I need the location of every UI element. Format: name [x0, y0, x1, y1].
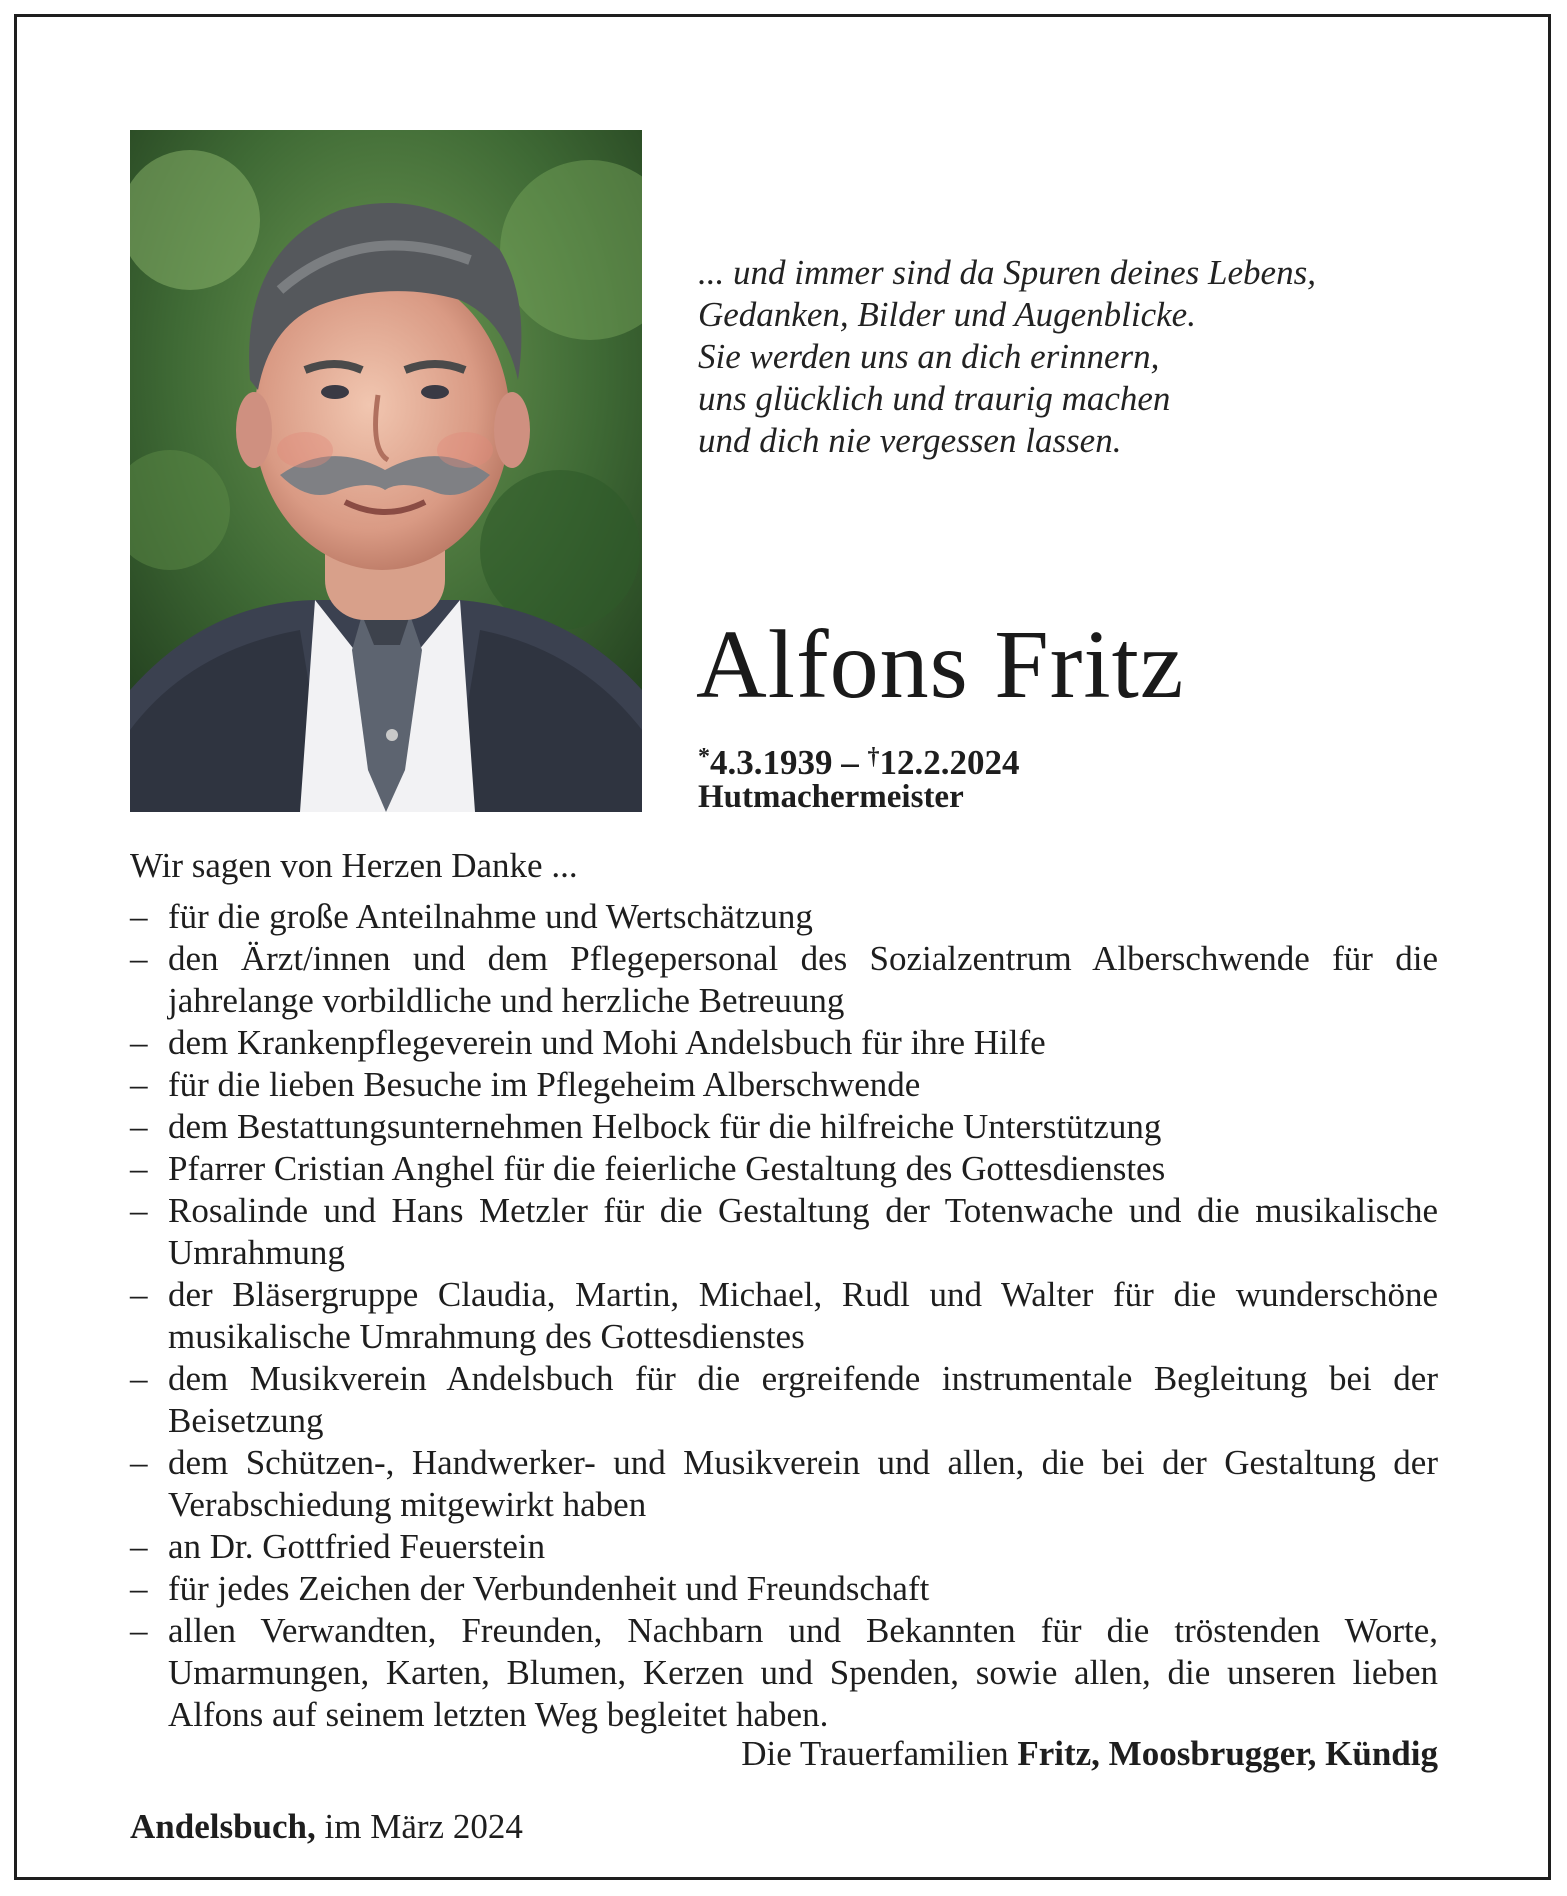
- quote-line: und dich nie vergessen lassen.: [698, 421, 1122, 460]
- dash-bullet: –: [130, 939, 148, 978]
- list-item-text: allen Verwandten, Freunden, Nachbarn und Bekannten für die tröstenden Worte, Umarmungen, Karten, Blumen, Kerzen und Spenden, sowie allen, die unseren lieben Alfons auf seinem letzten Weg begleitet haben.: [168, 1611, 1438, 1734]
- dash-bullet: –: [130, 897, 148, 936]
- died-date: 12.2.2024: [879, 743, 1020, 782]
- list-item: [130, 896, 1438, 938]
- deceased-name: Alfons Fritz: [696, 611, 1185, 719]
- dash-bullet: –: [130, 1023, 148, 1062]
- quote-line: uns glücklich und traurig machen: [698, 379, 1171, 418]
- dash-bullet: –: [130, 1107, 148, 1146]
- list-item-text: Pfarrer Cristian Anghel für die feierliche Gestaltung des Gottesdienstes: [168, 1149, 1166, 1188]
- signature: [741, 1733, 1438, 1775]
- list-item: [130, 1274, 1438, 1358]
- list-item: [130, 1442, 1438, 1526]
- list-item-text: an Dr. Gottfried Feuerstein: [168, 1527, 546, 1566]
- list-item-text: für die große Anteilnahme und Wertschätzung: [168, 897, 813, 936]
- list-item: [130, 1568, 1438, 1610]
- list-item-text: den Ärzt/innen und dem Pflegepersonal des Sozialzentrum Alberschwende für die jahrelange vorbildliche und herzliche Betreuung: [168, 939, 1438, 1020]
- portrait-illustration: [130, 130, 642, 812]
- list-item-text: dem Bestattungsunternehmen Helbock für die hilfreiche Unterstützung: [168, 1107, 1162, 1146]
- dash-bullet: –: [130, 1527, 148, 1566]
- place: Andelsbuch,: [130, 1807, 316, 1846]
- list-item: [130, 1148, 1438, 1190]
- list-item: [130, 1358, 1438, 1442]
- dash-bullet: –: [130, 1065, 148, 1104]
- list-item-text: für jedes Zeichen der Verbundenheit und Freundschaft: [168, 1569, 930, 1608]
- dash-bullet: –: [130, 1569, 148, 1608]
- quote-line: ... und immer sind da Spuren deines Lebens,: [698, 253, 1316, 292]
- list-item: [130, 1526, 1438, 1568]
- portrait-photo: [130, 130, 642, 812]
- dash-bullet: –: [130, 1149, 148, 1188]
- dash-bullet: –: [130, 1191, 148, 1230]
- dash-bullet: –: [130, 1359, 148, 1398]
- place-date: [130, 1806, 523, 1848]
- dash-bullet: –: [130, 1275, 148, 1314]
- thanks-intro: Wir sagen von Herzen Danke ...: [130, 846, 578, 885]
- list-item: [130, 938, 1438, 1022]
- list-item: [130, 1106, 1438, 1148]
- date: im März 2024: [315, 1807, 523, 1846]
- family-names: Fritz, Moosbrugger, Kündig: [1017, 1734, 1438, 1773]
- list-item: [130, 1610, 1438, 1736]
- quote-line: Sie werden uns an dich erinnern,: [698, 337, 1160, 376]
- list-item: [130, 1064, 1438, 1106]
- list-item-text: dem Musikverein Andelsbuch für die ergreifende instrumentale Begleitung bei der Beisetzung: [168, 1359, 1438, 1440]
- list-item: [130, 1022, 1438, 1064]
- dash-bullet: –: [130, 1443, 148, 1482]
- list-item-text: dem Schützen-, Handwerker- und Musikverein und allen, die bei der Gestaltung der Verabschiedung mitgewirkt haben: [168, 1443, 1438, 1524]
- date-separator: –: [832, 743, 868, 782]
- dash-bullet: –: [130, 1611, 148, 1650]
- quote-line: Gedanken, Bilder und Augenblicke.: [698, 295, 1196, 334]
- list-item-text: dem Krankenpflegeverein und Mohi Andelsbuch für ihre Hilfe: [168, 1023, 1046, 1062]
- thanks-list: [130, 896, 1438, 1736]
- memorial-quote: [698, 252, 1458, 462]
- list-item: [130, 1190, 1438, 1274]
- died-symbol: †: [867, 744, 880, 770]
- list-item-text: Rosalinde und Hans Metzler für die Gestaltung der Totenwache und die musikalische Umrahmung: [168, 1191, 1438, 1272]
- list-item-text: für die lieben Besuche im Pflegeheim Alberschwende: [168, 1065, 921, 1104]
- profession: Hutmachermeister: [698, 779, 964, 815]
- list-item-text: der Bläsergruppe Claudia, Martin, Michael, Rudl und Walter für die wunderschöne musikalische Umrahmung des Gottesdienstes: [168, 1275, 1438, 1356]
- born-date: 4.3.1939: [710, 743, 833, 782]
- signature-prefix: Die Trauerfamilien: [741, 1734, 1018, 1773]
- born-symbol: *: [698, 744, 710, 770]
